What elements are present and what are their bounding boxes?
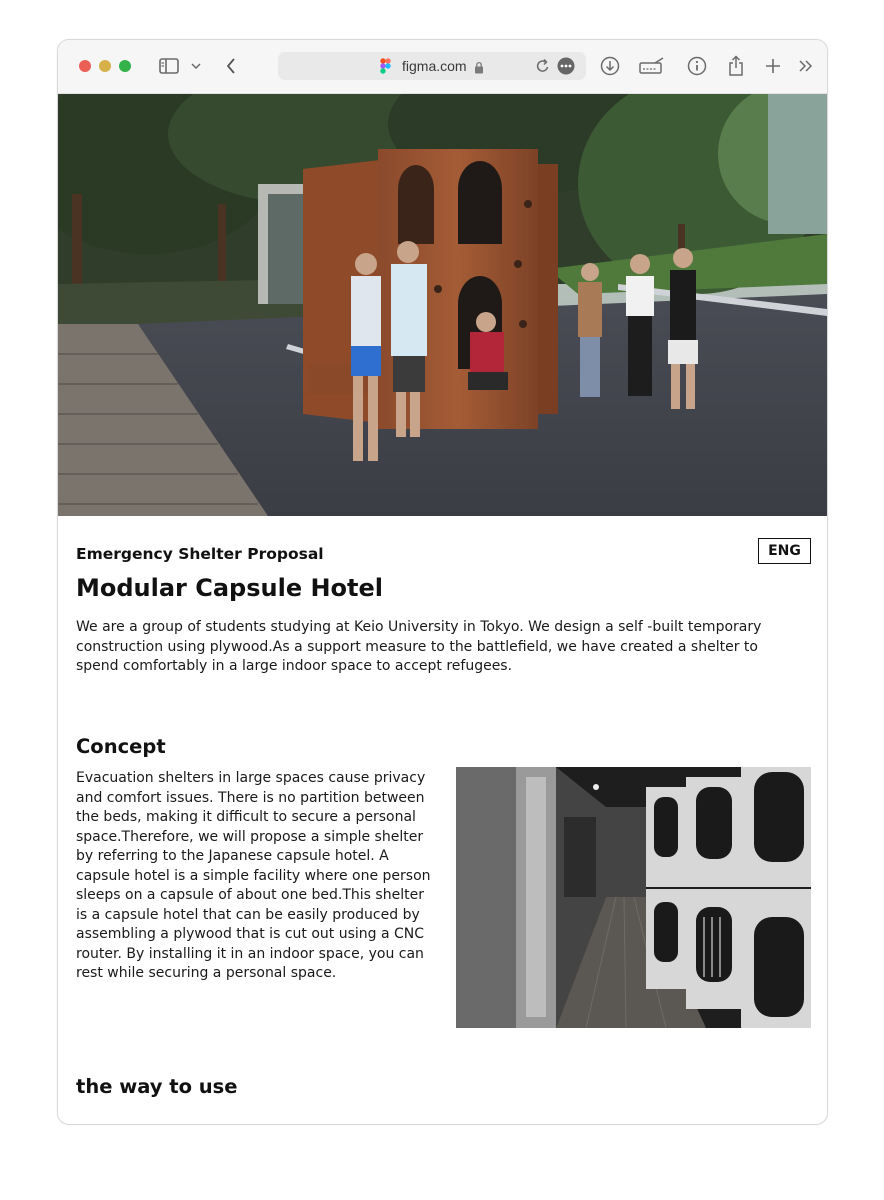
back-button[interactable] (224, 54, 238, 78)
close-window-button[interactable] (79, 60, 91, 72)
concept-heading: Concept (76, 735, 166, 758)
share-icon[interactable] (726, 54, 746, 78)
address-bar[interactable] (278, 52, 586, 80)
hero-photo (58, 94, 827, 516)
chevron-down-icon[interactable] (190, 54, 202, 78)
page-title: Modular Capsule Hotel (76, 574, 384, 602)
minimize-window-button[interactable] (99, 60, 111, 72)
usage-heading: the way to use (76, 1075, 238, 1098)
browser-window (57, 39, 828, 1125)
concept-paragraph: Evacuation shelters in large spaces cause privacy and comfort issues. There is no partition between the beds, making it difficult to secure a personal space.Therefore, we will propose a simple shelter by referring to the Japanese capsule hotel. A capsule hotel is a simple facility where one person sleeps on a capsule of about one bed.This shelter is a capsule hotel that can be easily produced by assembling a plywood that is cut out using a CNC router. By installing it in an indoor space, you can rest while securing a personal space. (76, 770, 431, 981)
eyebrow-label: Emergency Shelter Proposal (76, 545, 324, 563)
intro-paragraph: We are a group of students studying at Keio University in Tokyo. We design a self -built temporary construction using plywood.As a support measure to the battlefield, we have created a shelter to spend comfortably in a large indoor space to accept refugees. (76, 619, 762, 674)
url-text: figma.com (402, 58, 467, 74)
language-toggle-button[interactable]: ENG (758, 538, 811, 564)
overflow-chevrons-icon[interactable] (798, 54, 814, 78)
reload-icon[interactable] (536, 58, 550, 78)
reader-extension-icon[interactable] (638, 54, 666, 78)
browser-toolbar (58, 40, 827, 94)
info-icon[interactable] (686, 54, 708, 78)
figma-logo-icon (380, 58, 391, 78)
more-options-icon[interactable] (557, 57, 575, 79)
sidebar-toggle-icon[interactable] (158, 54, 180, 78)
download-icon[interactable] (599, 54, 621, 78)
capsule-hotel-photo (456, 767, 811, 1028)
new-tab-icon[interactable] (764, 54, 782, 78)
maximize-window-button[interactable] (119, 60, 131, 72)
lock-icon (474, 59, 484, 78)
